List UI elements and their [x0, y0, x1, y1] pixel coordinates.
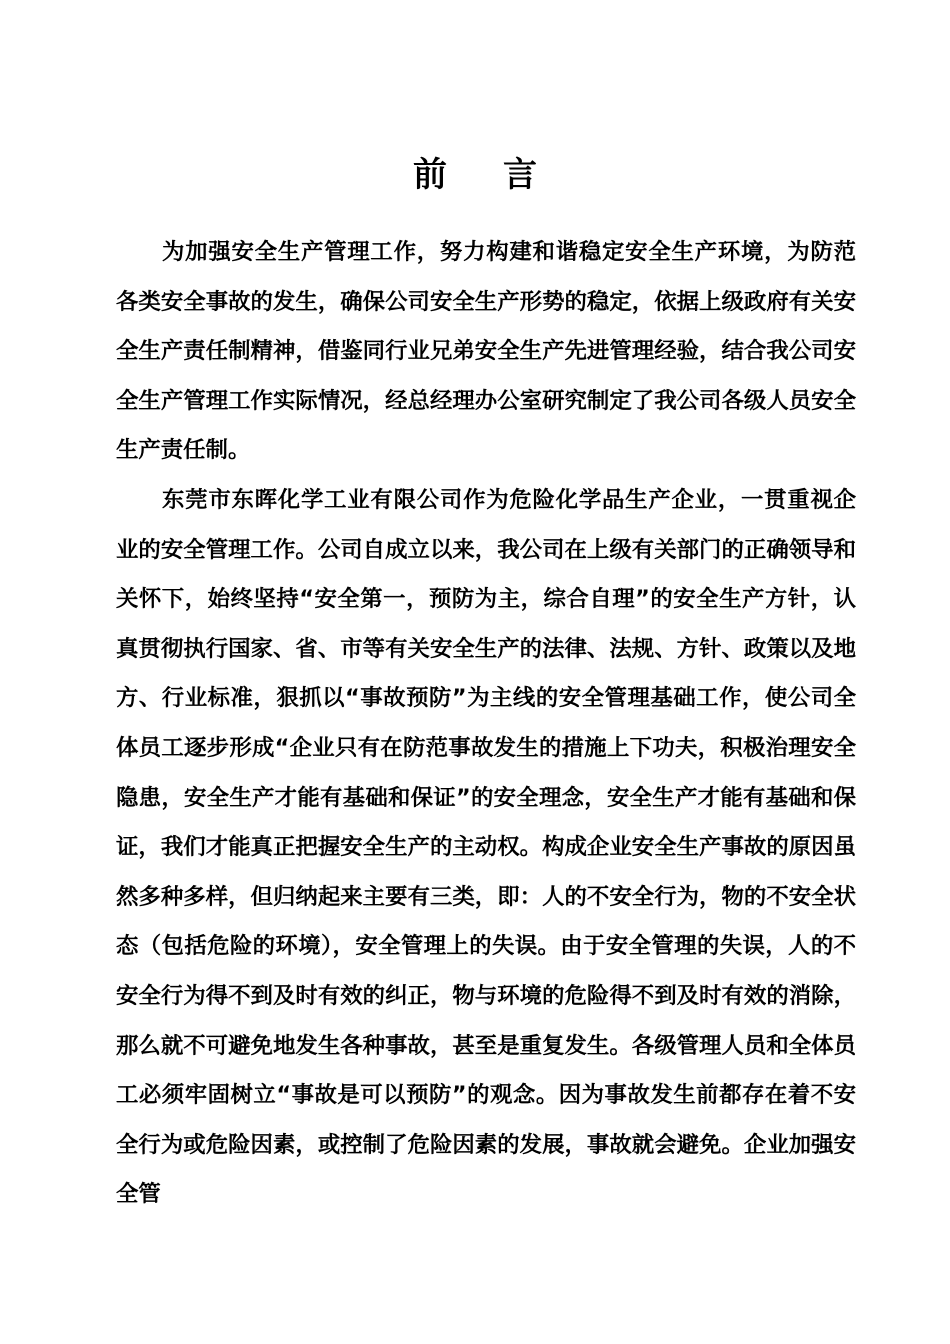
page-title: 前言 — [413, 154, 593, 195]
paragraph-2: 东莞市东晖化学工业有限公司作为危险化学品生产企业，一贯重视企业的安全管理工作。公司自成立以来，我公司在上级有关部门的正确领导和关怀下，始终坚持“安全第一，预防为主，综合自理”的安全生产方针，认真贯彻执行国家、省、市等有关安全生产的法律、法规、方针、政策以及地方、行业标准，狠抓以“事故预防”为主线的安全管理基础工作，使公司全体员工逐步形成“企业只有在防范事故发生的措施上下功夫，积极治理安全隐患，安全生产才能有基础和保证”的安全理念，安全生产才能有基础和保证，我们才能真正把握安全生产的主动权。构成企业安全生产事故的原因虽然多种多样，但归纳起来主要有三类，即：人的不安全行为，物的不安全状态（包括危险的环境），安全管理上的失误。由于安全管理的失误，人的不安全行为得不到及时有效的纠正，物与环境的危险得不到及时有效的消除，那么就不可避免地发生各种事故，甚至是重复发生。各级管理人员和全体员工必须牢固树立“事故是可以预防”的观念。因为事故发生前都存在着不安全行为或危险因素，或控制了危险因素的发展，事故就会避免。企业加强安全管 — [116, 487, 856, 1208]
paragraph-1: 为加强安全生产管理工作，努力构建和谐稳定安全生产环境，为防范各类安全事故的发生，确保公司安全生产形势的稳定，依据上级政府有关安全生产责任制精神，借鉴同行业兄弟安全生产先进管理经验，结合我公司安全生产管理工作实际情况，经总经理办公室研究制定了我公司各级人员安全生产责任制。 — [116, 239, 856, 464]
